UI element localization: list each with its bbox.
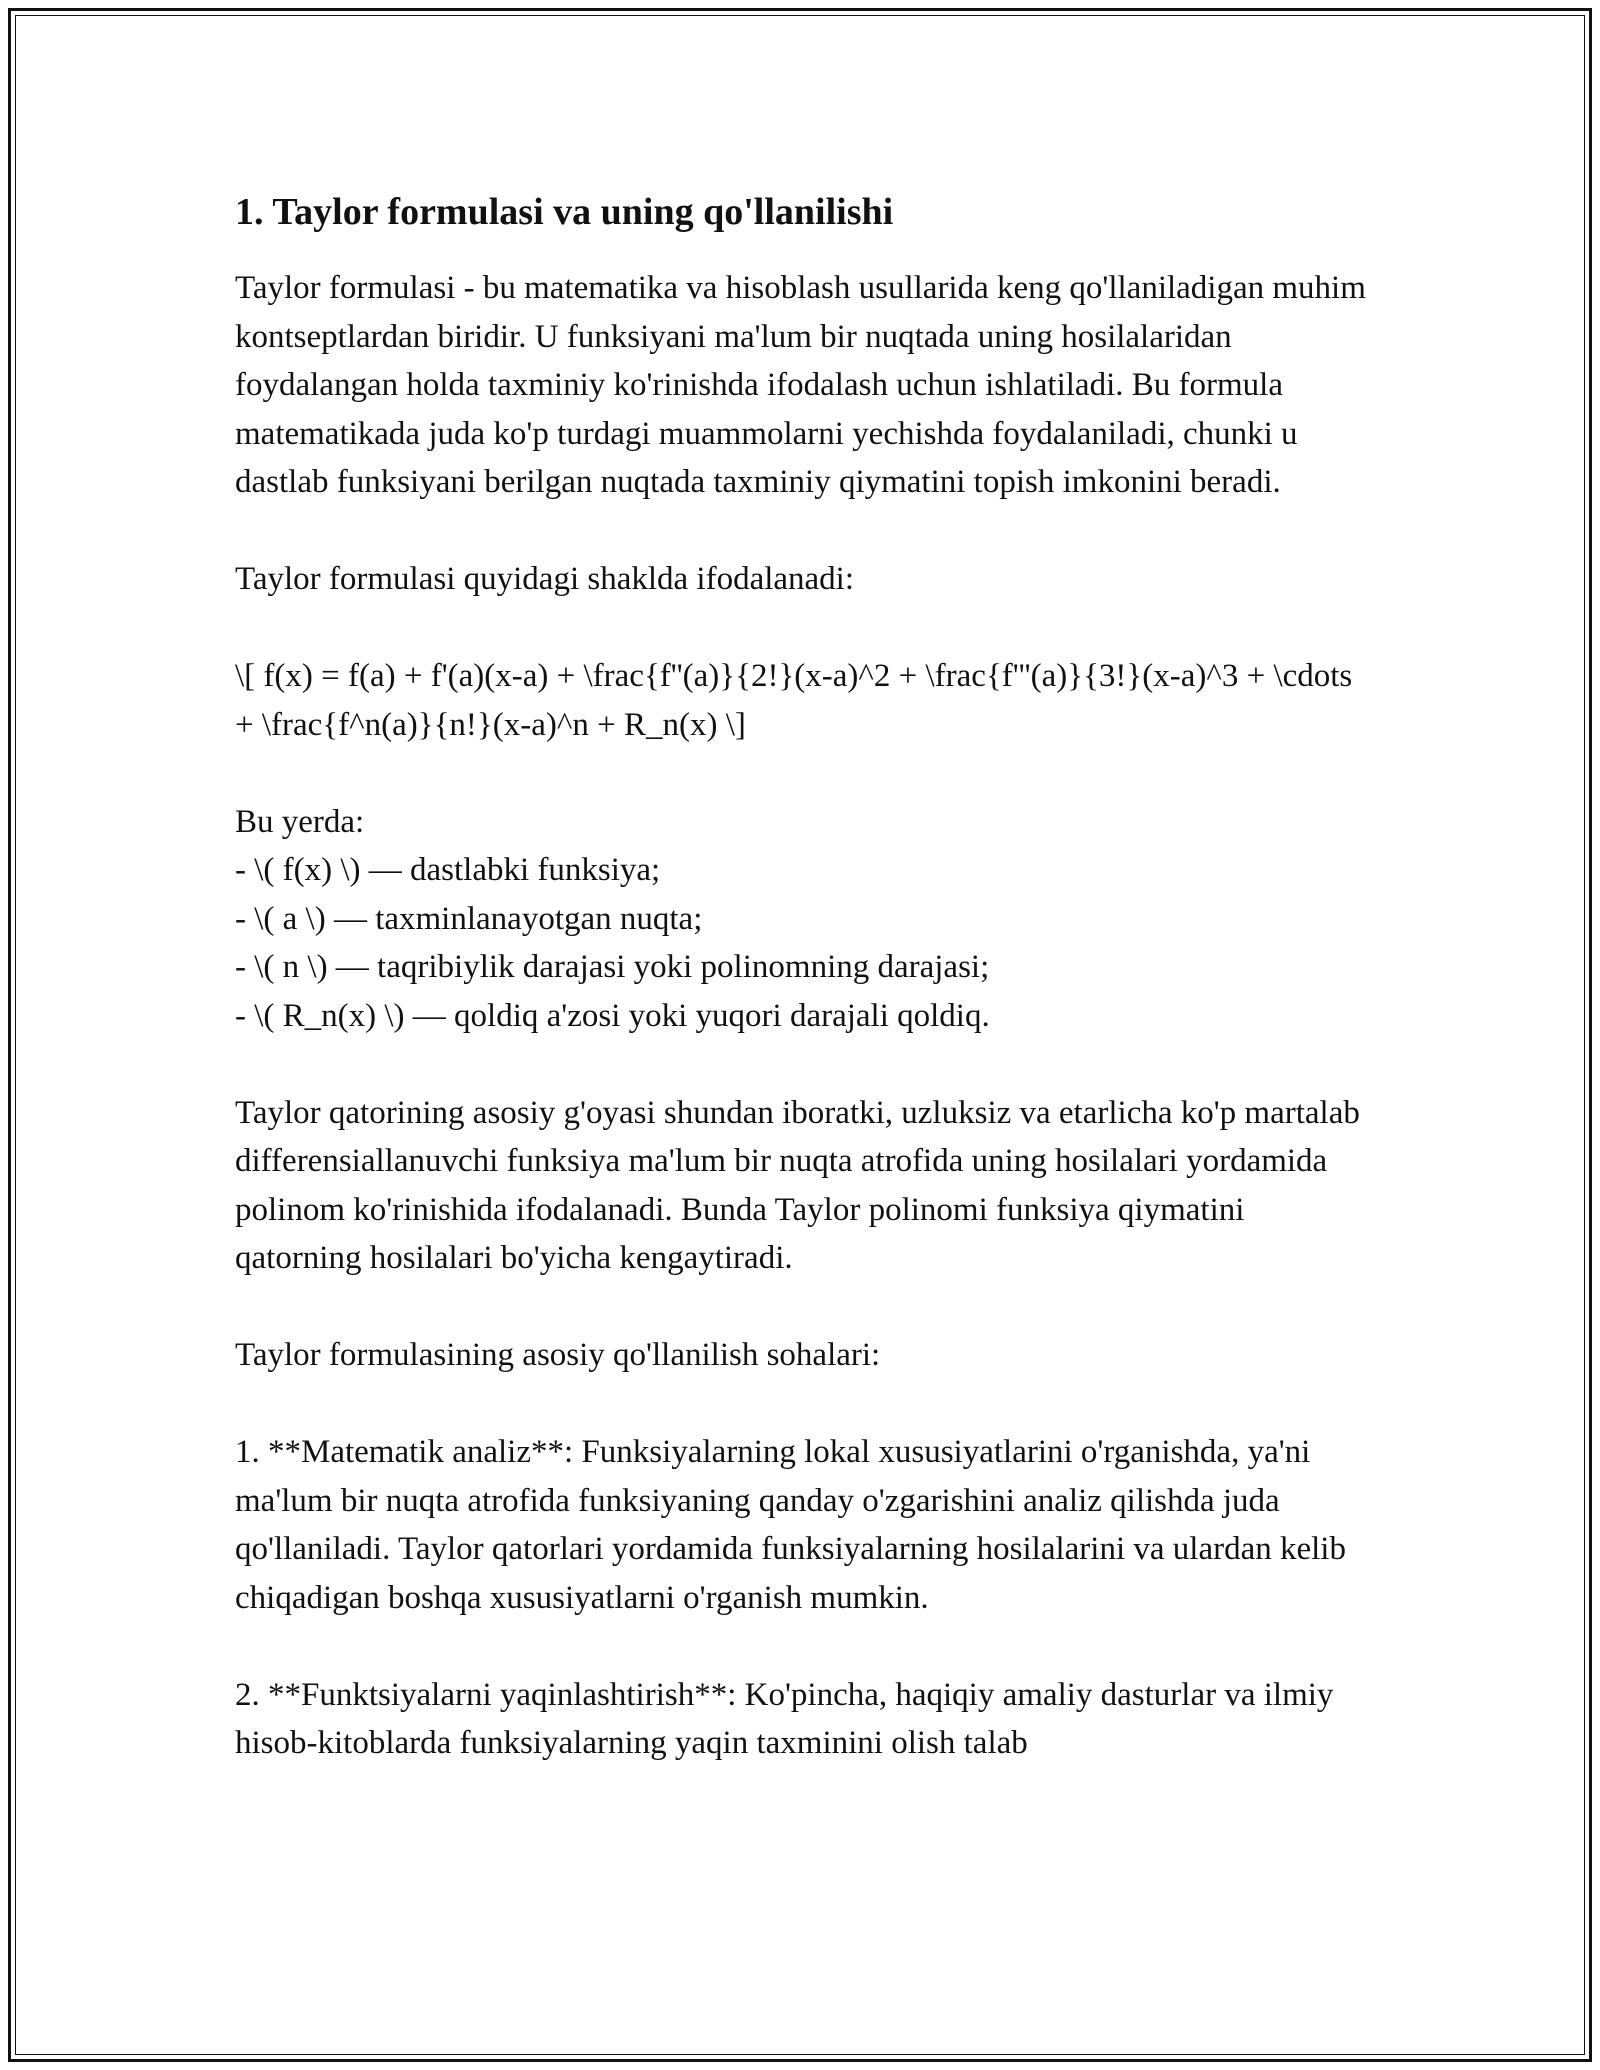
taylor-formula: \[ f(x) = f(a) + f'(a)(x-a) + \frac{f''(a)}{2!}(x-a)^2 + \frac{f'''(a)}{3!}(x-a)^3 + \cdots + \frac{f^n(a)}{n!}(x-a)^n + R_n(x) \] [235,658,1353,743]
section-heading: 1. Taylor formulasi va uning qo'llanilishi [235,191,894,233]
application-item-1: 1. **Matematik analiz**: Funksiyalarning lokal xususiyatlarini o'rganishda, ya'ni ma'lum bir nuqta atrofida funksiyaning qanday o'zgarishini analiz qilishda juda qo'llaniladi. Taylor qatorlari yordamida funksiyalarning hosilalarini va ulardan kelib chiqadigan boshqa xususiyatlarni o'rganish mumkin. [235,1434,1346,1616]
legend-item: - \( a \) — taxminlanayotgan nuqta; [235,900,703,937]
legend-title: Bu yerda: [235,803,365,840]
application-item-2: 2. **Funktsiyalarni yaqinlashtirish**: Ko'pincha, haqiqiy amaliy dasturlar va ilmiy hisob-kitoblarda funksiyalarning yaqin taxminini olish talab [235,1676,1334,1761]
intro-paragraph: Taylor formulasi - bu matematika va hisoblash usullarida keng qo'llaniladigan muhim kontseptlardan biridir. U funksiyani ma'lum bir nuqtada uning hosilalaridan foydalangan holda taxminiy ko'rinishda ifodalash uchun ishlatiladi. Bu formula matematikada juda ko'p turdagi muammolarni yechishda foydalaniladi, chunki u dastlab funksiyani berilgan nuqtada taxminiy qiymatini topish imkonini beradi. [235,270,1366,500]
legend-list [235,798,1375,1041]
formula-intro-paragraph: Taylor formulasi quyidagi shaklda ifodalanadi: [235,561,855,597]
legend-item: - \( f(x) \) — dastlabki funksiya; [235,852,661,888]
legend-item: - \( R_n(x) \) — qoldiq a'zosi yoki yuqori darajali qoldiq. [235,997,990,1034]
document-body [235,186,1375,1816]
legend-item: - \( n \) — taqribiylik darajasi yoki polinomning darajasi; [235,949,990,985]
idea-paragraph: Taylor qatorining asosiy g'oyasi shundan iboratki, uzluksiz va etarlicha ko'p martalab differensiallanuvchi funksiya ma'lum bir nuqta atrofida uning hosilalari yordamida polinom ko'rinishida ifodalanadi. Bunda Taylor polinomi funksiya qiymatini qatorning hosilalari bo'yicha kengaytiradi. [235,1094,1360,1276]
applications-intro-paragraph: Taylor formulasining asosiy qo'llanilish sohalari: [235,1337,881,1373]
